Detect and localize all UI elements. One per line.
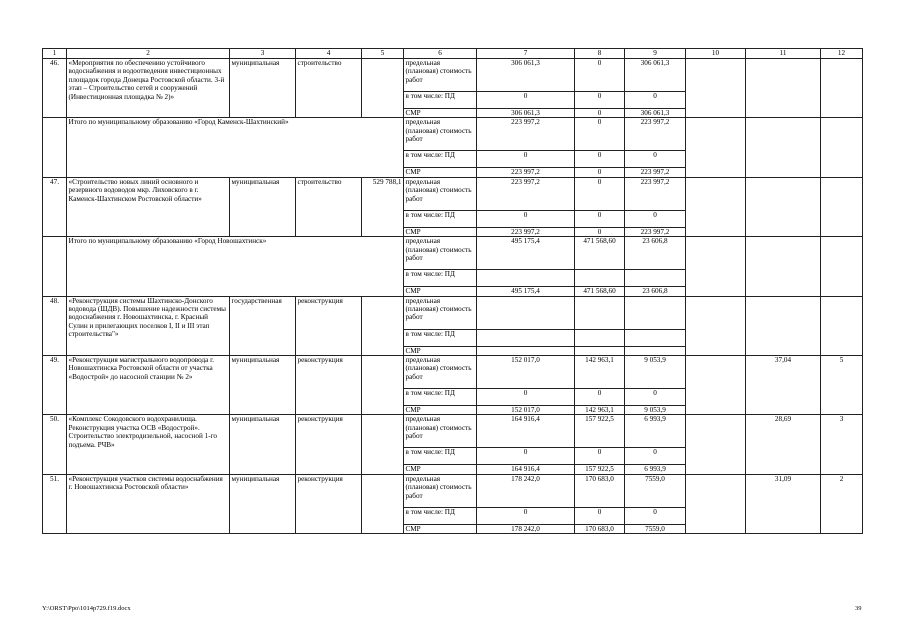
header-row [43, 49, 863, 59]
value-cell: 7559,0 [625, 524, 686, 533]
col11-cell [746, 59, 821, 118]
col10-cell [686, 177, 746, 236]
table-row [43, 59, 863, 92]
capacity-value [362, 356, 404, 415]
value-cell [575, 270, 625, 287]
cost-type-label: в том числе: ПД [404, 270, 477, 287]
row-number: 51. [43, 474, 67, 533]
value-cell: 157 922,5 [575, 415, 625, 448]
cost-type-label: СМР [404, 287, 477, 296]
cost-type-label: предельная (плановая) стоимость работ [404, 237, 477, 270]
project-name: «Реконструкция системы Шахтинско-Донского водовода (ШДВ). Повышение надежности системы водоснабжения г. Новошахтинска, г. Красный Сулин и прилегающих поселков I, II и III этап строительства"» [67, 296, 230, 355]
project-name: «Строительство новых линий основного и резервного водоводов мкр. Лиховского в г. Каменск-Шахтинском Ростовской области» [67, 177, 230, 236]
ownership-form: муниципальная [230, 415, 296, 474]
value-cell: 0 [477, 507, 575, 524]
value-cell: 471 568,60 [575, 287, 625, 296]
value-cell: 164 916,4 [477, 415, 575, 448]
col12-cell [821, 59, 863, 118]
value-cell [477, 270, 575, 287]
value-cell: 0 [575, 177, 625, 210]
cost-type-label: предельная (плановая) стоимость работ [404, 415, 477, 448]
value-cell: 495 175,4 [477, 287, 575, 296]
value-cell: 0 [477, 389, 575, 406]
value-cell: 0 [625, 448, 686, 465]
value-cell: 306 061,3 [477, 109, 575, 118]
value-cell: 170 683,0 [575, 474, 625, 507]
value-cell: 178 242,0 [477, 524, 575, 533]
table-row [43, 356, 863, 389]
header-cell: 3 [230, 49, 296, 59]
cost-type-label: предельная (плановая) стоимость работ [404, 356, 477, 389]
ownership-form: муниципальная [230, 177, 296, 236]
col10-cell [686, 118, 746, 177]
col10-cell [686, 296, 746, 355]
value-cell [625, 296, 686, 329]
municipal-total-label: Итого по муниципальному образованию «Город Новошахтинск» [67, 237, 404, 296]
value-cell: 0 [575, 109, 625, 118]
header-cell: 8 [575, 49, 625, 59]
value-cell: 23 606,8 [625, 287, 686, 296]
value-cell [477, 346, 575, 355]
value-cell [477, 296, 575, 329]
value-cell: 0 [477, 151, 575, 168]
value-cell: 0 [477, 210, 575, 227]
header-cell: 1 [43, 49, 67, 59]
col12-cell [821, 296, 863, 355]
value-cell: 223 997,2 [625, 168, 686, 177]
cost-type-label: в том числе: ПД [404, 389, 477, 406]
value-cell [575, 296, 625, 329]
col11-cell: 37,04 [746, 356, 821, 415]
value-cell: 0 [477, 448, 575, 465]
value-cell: 152 017,0 [477, 406, 575, 415]
cost-type-label: предельная (плановая) стоимость работ [404, 177, 477, 210]
value-cell: 223 997,2 [477, 227, 575, 236]
value-cell: 223 997,2 [625, 177, 686, 210]
work-type: строительство [296, 59, 362, 118]
ownership-form: муниципальная [230, 474, 296, 533]
footer-file-path: Y:\ORST\Ppo\1014p729.f19.docx [42, 605, 131, 612]
value-cell: 223 997,2 [477, 177, 575, 210]
capacity-value [362, 415, 404, 474]
capacity-value [362, 59, 404, 118]
value-cell: 0 [625, 210, 686, 227]
value-cell: 306 061,3 [625, 59, 686, 92]
ownership-form: муниципальная [230, 356, 296, 415]
col12-cell [821, 118, 863, 177]
value-cell: 6 993,9 [625, 465, 686, 474]
table-row [43, 474, 863, 507]
row-number: 47. [43, 177, 67, 236]
cost-type-label: в том числе: ПД [404, 329, 477, 346]
cost-type-label: СМР [404, 524, 477, 533]
value-cell: 306 061,3 [625, 109, 686, 118]
work-type: реконструкция [296, 474, 362, 533]
value-cell: 471 568,60 [575, 237, 625, 270]
ownership-form: муниципальная [230, 59, 296, 118]
value-cell [575, 329, 625, 346]
row-number: 49. [43, 356, 67, 415]
work-type: строительство [296, 177, 362, 236]
value-cell: 6 993,9 [625, 415, 686, 448]
value-cell: 223 997,2 [477, 118, 575, 151]
value-cell: 0 [575, 151, 625, 168]
header-cell: 12 [821, 49, 863, 59]
municipal-total-label: Итого по муниципальному образованию «Город Каменск-Шахтинский» [67, 118, 404, 177]
value-cell [477, 329, 575, 346]
value-cell: 0 [575, 118, 625, 151]
col10-cell [686, 356, 746, 415]
total-spacer [43, 118, 67, 177]
work-type: реконструкция [296, 356, 362, 415]
ownership-form: государственная [230, 296, 296, 355]
value-cell: 0 [477, 92, 575, 109]
project-name: «Комплекс Сокодовского водохранилища. Реконструкция участка ОСВ «Водострой». Строительство электродизельной, насосной 1-го подъема. РЧВ» [67, 415, 230, 474]
value-cell: 0 [625, 92, 686, 109]
value-cell: 0 [575, 168, 625, 177]
table-row [43, 177, 863, 210]
col12-cell: 5 [821, 356, 863, 415]
value-cell: 223 997,2 [625, 118, 686, 151]
cost-type-label: СМР [404, 465, 477, 474]
cost-type-label: в том числе: ПД [404, 92, 477, 109]
col11-cell [746, 177, 821, 236]
header-cell: 6 [404, 49, 477, 59]
value-cell: 0 [575, 448, 625, 465]
cost-type-label: СМР [404, 406, 477, 415]
value-cell: 142 963,1 [575, 406, 625, 415]
investment-table [42, 48, 863, 534]
value-cell: 170 683,0 [575, 524, 625, 533]
row-number: 48. [43, 296, 67, 355]
project-name: «Реконструкция участков системы водоснабжения г. Новошахтинска Ростовской области» [67, 474, 230, 533]
col11-cell: 31,09 [746, 474, 821, 533]
col12-cell: 3 [821, 415, 863, 474]
cost-type-label: в том числе: ПД [404, 507, 477, 524]
work-type: реконструкция [296, 415, 362, 474]
project-name: «Мероприятия по обеспечению устойчивого водоснабжения и водоотведения инвестиционных площадок города Донецка Ростовской области. 3-й этап – Строительство сетей и сооружений (Инвестиционная площадка № 2)» [67, 59, 230, 118]
value-cell: 157 922,5 [575, 465, 625, 474]
value-cell: 0 [575, 227, 625, 236]
cost-type-label: в том числе: ПД [404, 448, 477, 465]
value-cell: 178 242,0 [477, 474, 575, 507]
value-cell: 0 [625, 507, 686, 524]
header-cell: 10 [686, 49, 746, 59]
value-cell: 23 606,8 [625, 237, 686, 270]
table-row [43, 237, 863, 270]
capacity-value [362, 296, 404, 355]
value-cell: 164 916,4 [477, 465, 575, 474]
header-cell: 4 [296, 49, 362, 59]
col12-cell: 2 [821, 474, 863, 533]
col10-cell [686, 59, 746, 118]
value-cell: 152 017,0 [477, 356, 575, 389]
header-cell: 2 [67, 49, 230, 59]
cost-type-label: СМР [404, 346, 477, 355]
value-cell [575, 346, 625, 355]
col10-cell [686, 237, 746, 296]
work-type: реконструкция [296, 296, 362, 355]
value-cell: 0 [575, 389, 625, 406]
col11-cell [746, 296, 821, 355]
cost-type-label: СМР [404, 109, 477, 118]
value-cell: 0 [625, 151, 686, 168]
header-cell: 7 [477, 49, 575, 59]
table-row [43, 415, 863, 448]
cost-type-label: СМР [404, 168, 477, 177]
value-cell: 9 053,9 [625, 406, 686, 415]
col10-cell [686, 415, 746, 474]
value-cell: 0 [575, 92, 625, 109]
cost-type-label: в том числе: ПД [404, 151, 477, 168]
footer-page-number: 39 [855, 605, 862, 612]
value-cell: 495 175,4 [477, 237, 575, 270]
value-cell: 0 [625, 389, 686, 406]
cost-type-label: предельная (плановая) стоимость работ [404, 118, 477, 151]
header-cell: 11 [746, 49, 821, 59]
value-cell: 0 [575, 507, 625, 524]
value-cell: 223 997,2 [625, 227, 686, 236]
total-spacer [43, 237, 67, 296]
value-cell: 7559,0 [625, 474, 686, 507]
value-cell [625, 329, 686, 346]
col10-cell [686, 474, 746, 533]
col11-cell: 28,69 [746, 415, 821, 474]
col12-cell [821, 177, 863, 236]
value-cell: 0 [575, 210, 625, 227]
value-cell: 0 [575, 59, 625, 92]
value-cell [625, 270, 686, 287]
col12-cell [821, 237, 863, 296]
cost-type-label: в том числе: ПД [404, 210, 477, 227]
row-number: 50. [43, 415, 67, 474]
value-cell: 223 997,2 [477, 168, 575, 177]
header-cell: 9 [625, 49, 686, 59]
cost-type-label: предельная (плановая) стоимость работ [404, 296, 477, 329]
value-cell: 306 061,3 [477, 59, 575, 92]
value-cell: 9 053,9 [625, 356, 686, 389]
value-cell: 142 963,1 [575, 356, 625, 389]
cost-type-label: СМР [404, 227, 477, 236]
col11-cell [746, 118, 821, 177]
table-row [43, 296, 863, 329]
cost-type-label: предельная (плановая) стоимость работ [404, 59, 477, 92]
capacity-value: 529 788,1 [362, 177, 404, 236]
row-number: 46. [43, 59, 67, 118]
table-row [43, 118, 863, 151]
header-cell: 5 [362, 49, 404, 59]
value-cell [625, 346, 686, 355]
project-name: «Реконструкция магистрального водопровода г. Новошахтинска Ростовской области от участка «Водострой» до насосной станции № 2» [67, 356, 230, 415]
cost-type-label: предельная (плановая) стоимость работ [404, 474, 477, 507]
col11-cell [746, 237, 821, 296]
capacity-value [362, 474, 404, 533]
